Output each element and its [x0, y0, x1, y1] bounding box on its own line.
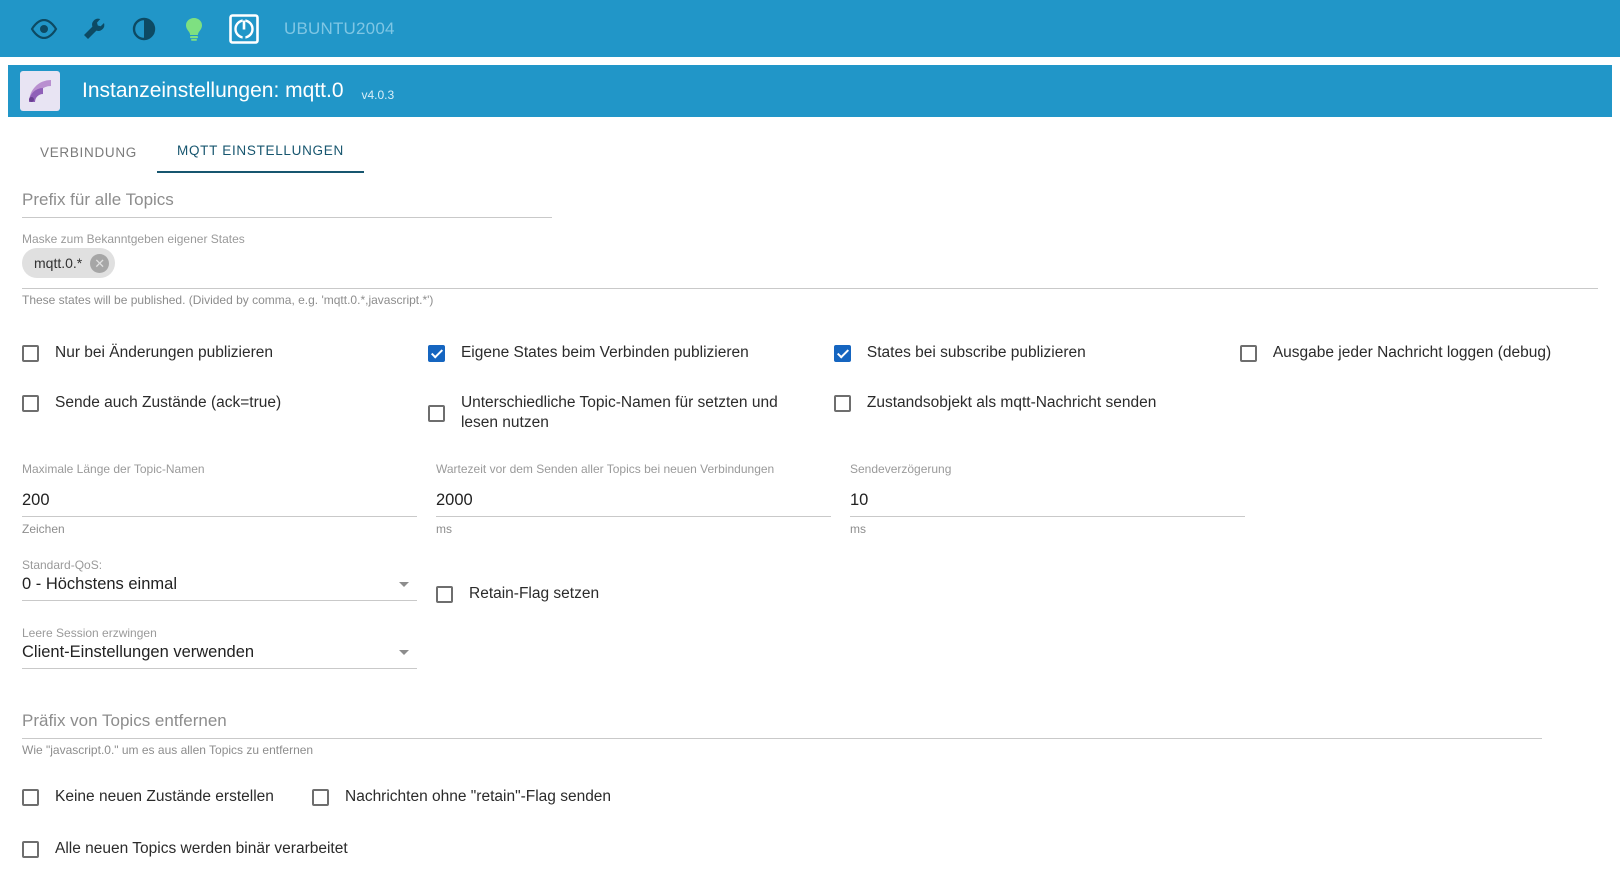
checkbox-label: Eigene States beim Verbinden publizieren	[460, 344, 749, 361]
checkbox-label: Keine neuen Zustände erstellen	[55, 788, 274, 805]
chip-label: mqtt.0.*	[34, 255, 83, 271]
chip-remove-icon[interactable]: ✕	[90, 254, 109, 273]
publish-mask-underline	[22, 288, 1598, 289]
checkbox-row-2	[22, 393, 1598, 433]
power-icon[interactable]	[222, 7, 266, 51]
numeric-row	[22, 463, 1598, 536]
prefix-remove-input[interactable]: Präfix von Topics entfernen	[22, 711, 1542, 739]
checkbox-row-4	[22, 839, 1598, 859]
publish-mask-label: Maske zum Bekanntgeben eigener States	[22, 232, 245, 246]
field-unit: Zeichen	[22, 522, 65, 536]
checkbox-keine-neuen-zustaende[interactable]	[22, 787, 312, 807]
field-input[interactable]: 10	[850, 489, 1245, 517]
wrench-icon[interactable]	[72, 7, 116, 51]
checkbox-label: Nur bei Änderungen publizieren	[55, 344, 274, 361]
field-max-topic-length[interactable]	[22, 463, 417, 536]
checkbox-alle-topics-binaer[interactable]	[22, 839, 1598, 859]
publish-mask-chips[interactable]	[22, 248, 1598, 278]
checkbox-label: Retain-Flag setzen	[469, 585, 600, 602]
chevron-down-icon[interactable]	[399, 582, 409, 587]
page-title: Instanzeinstellungen: mqtt.0	[82, 79, 344, 102]
select-default-qos[interactable]	[22, 558, 417, 604]
checkbox-label: Nachrichten ohne "retain"-Flag senden	[345, 788, 612, 805]
select-value-text: 0 - Höchstens einmal	[22, 575, 177, 593]
checkbox-label: Ausgabe jeder Nachricht loggen (debug)	[1272, 344, 1552, 361]
checkbox-nachrichten-ohne-retain[interactable]	[312, 787, 611, 807]
field-wait-before-send[interactable]	[436, 463, 831, 536]
checkbox-states-bei-subscribe[interactable]	[834, 343, 1240, 363]
checkbox-retain-flag[interactable]	[436, 584, 831, 604]
checkbox-box[interactable]	[834, 395, 851, 412]
instance-header	[8, 65, 1612, 117]
select-value-text: Client-Einstellungen verwenden	[22, 643, 255, 661]
checkbox-row-1	[22, 343, 1598, 363]
brain-icon[interactable]	[172, 7, 216, 51]
select-force-clean-session[interactable]	[22, 626, 417, 669]
checkbox-zustandsobjekt-als-nachricht[interactable]	[834, 393, 1240, 413]
field-unit: ms	[850, 522, 866, 536]
field-unit: ms	[436, 522, 452, 536]
checkbox-box[interactable]	[428, 345, 445, 362]
select-label: Standard-QoS:	[22, 558, 103, 572]
checkbox-box[interactable]	[22, 345, 39, 362]
checkbox-eigene-states-publizieren[interactable]	[428, 343, 834, 363]
chevron-down-icon[interactable]	[399, 650, 409, 655]
checkbox-label: Unterschiedliche Topic-Namen für setzten und lesen nutzen	[460, 394, 778, 431]
checkbox-row-3	[22, 787, 1598, 807]
checkbox-label: States bei subscribe publizieren	[866, 344, 1086, 361]
field-label: Maximale Länge der Topic-Namen	[22, 462, 205, 476]
tab-verbindung[interactable]: VERBINDUNG	[40, 145, 138, 160]
contrast-icon[interactable]	[122, 7, 166, 51]
select-label: Leere Session erzwingen	[22, 626, 157, 640]
retain-flag-wrap	[436, 584, 831, 604]
checkbox-label: Zustandsobjekt als mqtt-Nachricht senden	[866, 394, 1157, 411]
session-row	[22, 626, 1598, 669]
prefix-all-topics-field[interactable]	[22, 190, 552, 218]
checkbox-box[interactable]	[436, 586, 453, 603]
checkbox-box[interactable]	[22, 789, 39, 806]
checkbox-unterschiedliche-topic-namen[interactable]	[428, 393, 834, 433]
field-send-delay[interactable]	[850, 463, 1245, 536]
publish-mask-field	[22, 232, 1598, 307]
checkbox-label: Alle neuen Topics werden binär verarbeitet	[55, 840, 348, 857]
mqtt-adapter-logo-icon	[20, 71, 60, 111]
checkbox-nur-bei-aenderungen[interactable]	[22, 343, 428, 363]
select-value[interactable]	[22, 640, 417, 669]
field-label: Wartezeit vor dem Senden aller Topics bei neuen Verbindungen	[436, 462, 775, 476]
eye-icon[interactable]	[22, 7, 66, 51]
top-toolbar	[0, 0, 1620, 57]
field-label: Sendeverzögerung	[850, 462, 952, 476]
checkbox-box[interactable]	[312, 789, 329, 806]
field-input[interactable]: 2000	[436, 489, 831, 517]
prefix-remove-help: Wie "javascript.0." um es aus allen Topics zu entfernen	[22, 743, 314, 757]
checkbox-box[interactable]	[1240, 345, 1257, 362]
qos-row	[22, 558, 1598, 604]
host-label: UBUNTU2004	[284, 18, 395, 38]
adapter-version: v4.0.3	[361, 88, 395, 102]
tab-mqtt-einstellungen[interactable]: MQTT EINSTELLUNGEN	[157, 143, 364, 173]
prefix-all-topics-input[interactable]: Prefix für alle Topics	[22, 190, 552, 218]
checkbox-box[interactable]	[428, 405, 445, 422]
field-input[interactable]: 200	[22, 489, 417, 517]
chip-mqtt-mask[interactable]	[22, 248, 115, 278]
tab-bar	[0, 123, 1620, 174]
checkbox-box[interactable]	[834, 345, 851, 362]
checkbox-sende-auch-zustaende[interactable]	[22, 393, 428, 413]
checkbox-label: Sende auch Zustände (ack=true)	[55, 394, 282, 411]
publish-mask-help: These states will be published. (Divided by comma, e.g. 'mqtt.0.*,javascript.*')	[22, 293, 434, 307]
prefix-remove-field[interactable]	[22, 711, 1598, 757]
checkbox-box[interactable]	[22, 841, 39, 858]
settings-form	[0, 174, 1620, 859]
select-value[interactable]	[22, 572, 417, 601]
checkbox-box[interactable]	[22, 395, 39, 412]
checkbox-debug-logging[interactable]	[1240, 343, 1598, 363]
